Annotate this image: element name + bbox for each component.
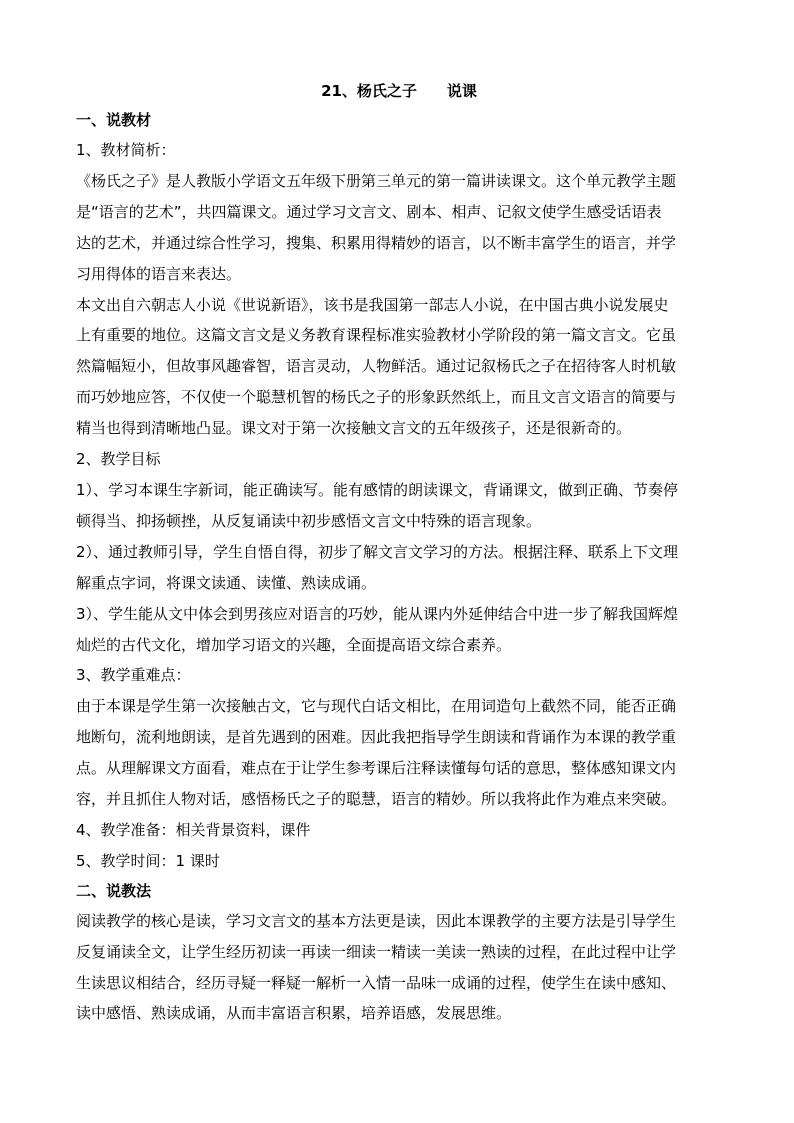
section-teaching-method bbox=[76, 877, 722, 1030]
section-heading: 一、说教材 bbox=[76, 111, 152, 129]
text-line: 地断句，流利地朗读，是首先遇到的困难。因此我把指导学生朗读和背诵作为本课的教学重 bbox=[76, 728, 677, 747]
text-line: 点。从理解课文方面看，难点在于让学生参考课后注释读懂每句话的意思，整体感知课文内 bbox=[76, 759, 677, 778]
text-line: 上有重要的地位。这篇文言文是义务教育课程标准实验教材小学阶段的第一篇文言文。它虽 bbox=[76, 326, 677, 345]
text-line: 4、教学准备：相关背景资料，课件 bbox=[76, 820, 311, 839]
text-line: 反复诵读全文，让学生经历初读一再读一细读一精读一美读一熟读的过程，在此过程中让学 bbox=[76, 942, 677, 961]
text-line: 1、教材简析： bbox=[76, 141, 176, 159]
text-line: 达的艺术，并通过综合性学习，搜集、积累用得精妙的语言，以不断丰富学生的语言，并学 bbox=[76, 233, 677, 252]
section-body bbox=[76, 906, 722, 1030]
text-line: 5、教学时间：1 课时 bbox=[76, 851, 220, 870]
text-line: 2、教学目标 bbox=[76, 450, 161, 469]
text-line: 顿得当、抑扬顿挫，从反复诵读中初步感悟文言文中特殊的语言现象。 bbox=[76, 511, 542, 530]
text-line: 灿烂的古代文化，增加学习语文的兴趣，全面提高语文综合素养。 bbox=[76, 635, 512, 654]
text-line: 精当也得到清晰地凸显。课文对于第一次接触文言文的五年级孩子，还是很新奇的。 bbox=[76, 419, 632, 438]
text-line: 本文出自六朝志人小说《世说新语》，该书是我国第一部志人小说，在中国古典小说发展史 bbox=[76, 295, 669, 314]
text-line: 生读思议相结合，经历寻疑一释疑一解析一入情一品味一成诵的过程，使学生在读中感知、 bbox=[76, 973, 677, 992]
text-line: 阅读教学的核心是读，学习文言文的基本方法更是读，因此本课教学的主要方法是引导学生 bbox=[76, 911, 677, 930]
text-line: 读中感悟、熟读成诵，从而丰富语言积累，培养语感，发展思维。 bbox=[76, 1004, 512, 1023]
text-line: 《杨氏之子》是人教版小学语文五年级下册第三单元的第一篇讲读课文。这个单元教学主题 bbox=[76, 171, 677, 190]
text-line: 1）、学习本课生字新词，能正确读写。能有感情的朗读课文，背诵课文，做到正确、节奏停 bbox=[76, 480, 679, 499]
text-line: 是“语言的艺术”，共四篇课文。通过学习文言文、剧本、相声、记叙文使学生感受话语表 bbox=[76, 202, 662, 221]
text-line: 由于本课是学生第一次接触古文，它与现代白话文相比，在用词造句上截然不同，能否正确 bbox=[76, 697, 677, 716]
text-line: 2）、通过教师引导，学生自悟自得，初步了解文言文学习的方法。根据注释、联系上下文理 bbox=[76, 542, 679, 561]
document-page bbox=[76, 78, 722, 1029]
text-line: 3、教学重难点： bbox=[76, 666, 191, 685]
text-line: 习用得体的语言来表达。 bbox=[76, 264, 242, 283]
document-title: 21、杨氏之子 说课 bbox=[321, 82, 477, 100]
text-line: 容，并且抓住人物对话，感悟杨氏之子的聪慧，语言的精妙。所以我将此作为难点来突破。 bbox=[76, 790, 677, 809]
section-heading: 二、说教法 bbox=[76, 881, 152, 900]
text-line: 3）、学生能从文中体会到男孩应对语言的巧妙，能从课内外延伸结合中进一步了解我国辉煌 bbox=[76, 604, 679, 623]
text-line: 然篇幅短小，但故事风趣睿智，语言灵动，人物鲜活。通过记叙杨氏之子在招待客人时机敏 bbox=[76, 357, 677, 376]
section-teaching-material bbox=[76, 106, 722, 877]
text-line: 解重点字词，将课文读通、读懂、熟读成诵。 bbox=[76, 573, 377, 592]
text-line: 而巧妙地应答，不仅使一个聪慧机智的杨氏之子的形象跃然纸上，而且文言文语言的简要与 bbox=[76, 388, 677, 407]
section-body bbox=[76, 135, 722, 877]
